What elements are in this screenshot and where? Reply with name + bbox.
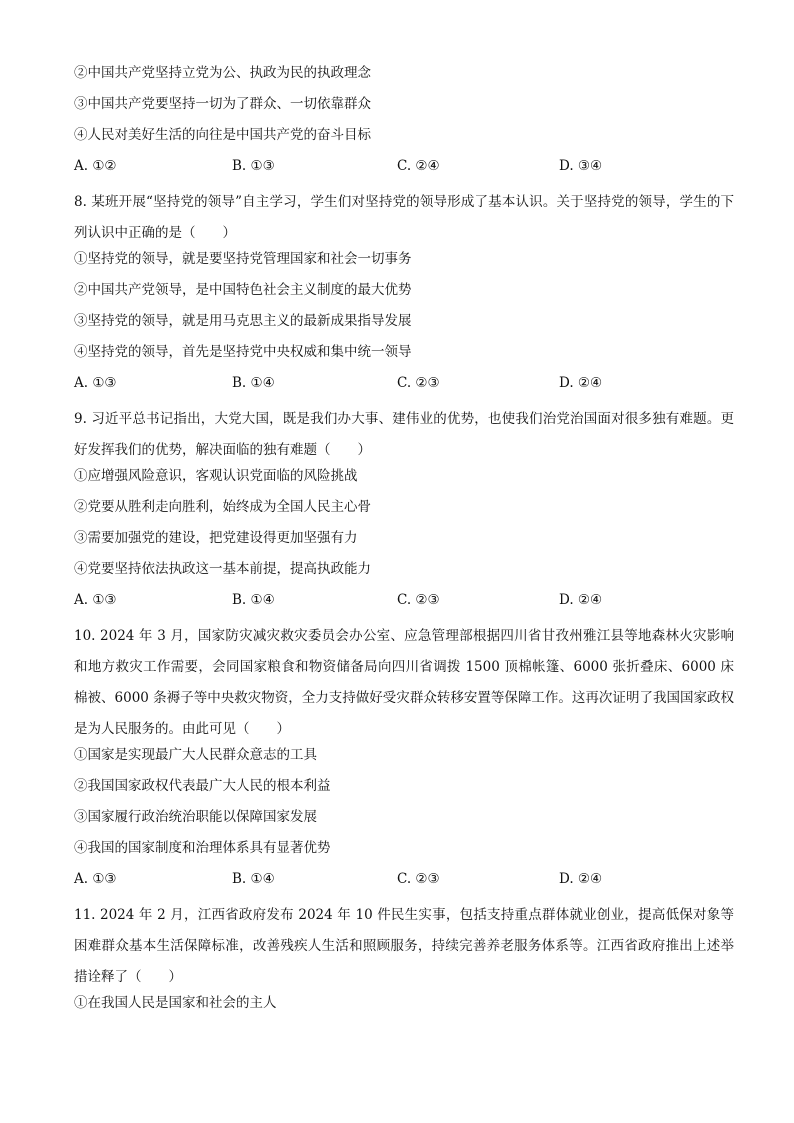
option-line: ④党要坚持依法执政这一基本前提，提高执政能力 bbox=[74, 561, 371, 577]
choice-d: D. ②④ bbox=[559, 871, 603, 887]
option-line: ②党要从胜利走向胜利，始终成为全国人民主心骨 bbox=[74, 499, 371, 515]
question-8 bbox=[74, 187, 734, 404]
question-7-tail bbox=[74, 63, 734, 187]
choice-d: D. ②④ bbox=[559, 592, 603, 608]
option-line: ①应增强风险意识，客观认识党面临的风险挑战 bbox=[74, 468, 358, 484]
question-stem: 8. 某班开展“坚持党的领导”自主学习，学生们对坚持党的领导形成了基本认识。关于坚持党的领导，学生的下列认识中正确的是（ ） bbox=[74, 194, 734, 241]
choice-b: B. ①④ bbox=[232, 592, 275, 608]
choice-b: B. ①④ bbox=[232, 871, 275, 887]
option-line: ①在我国人民是国家和社会的主人 bbox=[74, 995, 277, 1011]
choice-c: C. ②④ bbox=[397, 158, 440, 174]
option-line: ②中国共产党领导，是中国特色社会主义制度的最大优势 bbox=[74, 282, 412, 298]
choice-a: A. ①③ bbox=[74, 375, 117, 391]
choice-c: C. ②③ bbox=[397, 375, 440, 391]
option-line: ③坚持党的领导，就是用马克思主义的最新成果指导发展 bbox=[74, 313, 412, 329]
choice-c: C. ②③ bbox=[397, 871, 440, 887]
question-9 bbox=[74, 404, 734, 621]
option-line: ③需要加强党的建设，把党建设得更加坚强有力 bbox=[74, 530, 358, 546]
question-stem: 9. 习近平总书记指出，大党大国，既是我们办大事、建伟业的优势，也使我们治党治国面对很多独有难题。更好发挥我们的优势，解决面临的独有难题（ ） bbox=[74, 411, 734, 458]
choice-d: D. ②④ bbox=[559, 375, 603, 391]
option-line: ④人民对美好生活的向往是中国共产党的奋斗目标 bbox=[74, 127, 371, 143]
answer-choices bbox=[74, 156, 734, 187]
choice-a: A. ①③ bbox=[74, 592, 117, 608]
option-line: ②中国共产党坚持立党为公、执政为民的执政理念 bbox=[74, 65, 371, 81]
question-stem: 10. 2024 年 3 月，国家防灾减灾救灾委员会办公室、应急管理部根据四川省甘孜州雅江县等地森林火灾影响和地方救灾工作需要，会同国家粮食和物资储备局向四川省调拨 1500 顶棉帐篷、6000 张折叠床、6000 床棉被、6000 条褥子等中央救灾物资，全力支持做好受灾群众转移安置等保障工作。这再次证明了我国国家政权是为人民服务的。由此可见（ ） bbox=[74, 628, 734, 737]
page-content bbox=[74, 63, 734, 1024]
question-10 bbox=[74, 621, 734, 900]
answer-choices bbox=[74, 590, 734, 621]
option-line: ③国家履行政治统治职能以保障国家发展 bbox=[74, 809, 317, 825]
choice-b: B. ①④ bbox=[232, 375, 275, 391]
choice-a: A. ①③ bbox=[74, 871, 117, 887]
option-line: ①国家是实现最广大人民群众意志的工具 bbox=[74, 747, 317, 763]
choice-b: B. ①③ bbox=[232, 158, 275, 174]
option-line: ④坚持党的领导，首先是坚持党中央权威和集中统一领导 bbox=[74, 344, 412, 360]
option-line: ②我国国家政权代表最广大人民的根本利益 bbox=[74, 778, 331, 794]
choice-a: A. ①② bbox=[74, 158, 117, 174]
choice-d: D. ③④ bbox=[559, 158, 603, 174]
question-11 bbox=[74, 900, 734, 1024]
option-line: ③中国共产党要坚持一切为了群众、一切依靠群众 bbox=[74, 96, 371, 112]
question-stem: 11. 2024 年 2 月，江西省政府发布 2024 年 10 件民生实事，包括支持重点群体就业创业，提高低保对象等困难群众基本生活保障标准，改善残疾人生活和照顾服务，持续完善养老服务体系等。江西省政府推出上述举措诠释了（ ） bbox=[74, 907, 734, 985]
choice-c: C. ②③ bbox=[397, 592, 440, 608]
option-line: ①坚持党的领导，就是要坚持党管理国家和社会一切事务 bbox=[74, 251, 412, 267]
answer-choices bbox=[74, 373, 734, 404]
option-line: ④我国的国家制度和治理体系具有显著优势 bbox=[74, 840, 331, 856]
answer-choices bbox=[74, 869, 734, 900]
